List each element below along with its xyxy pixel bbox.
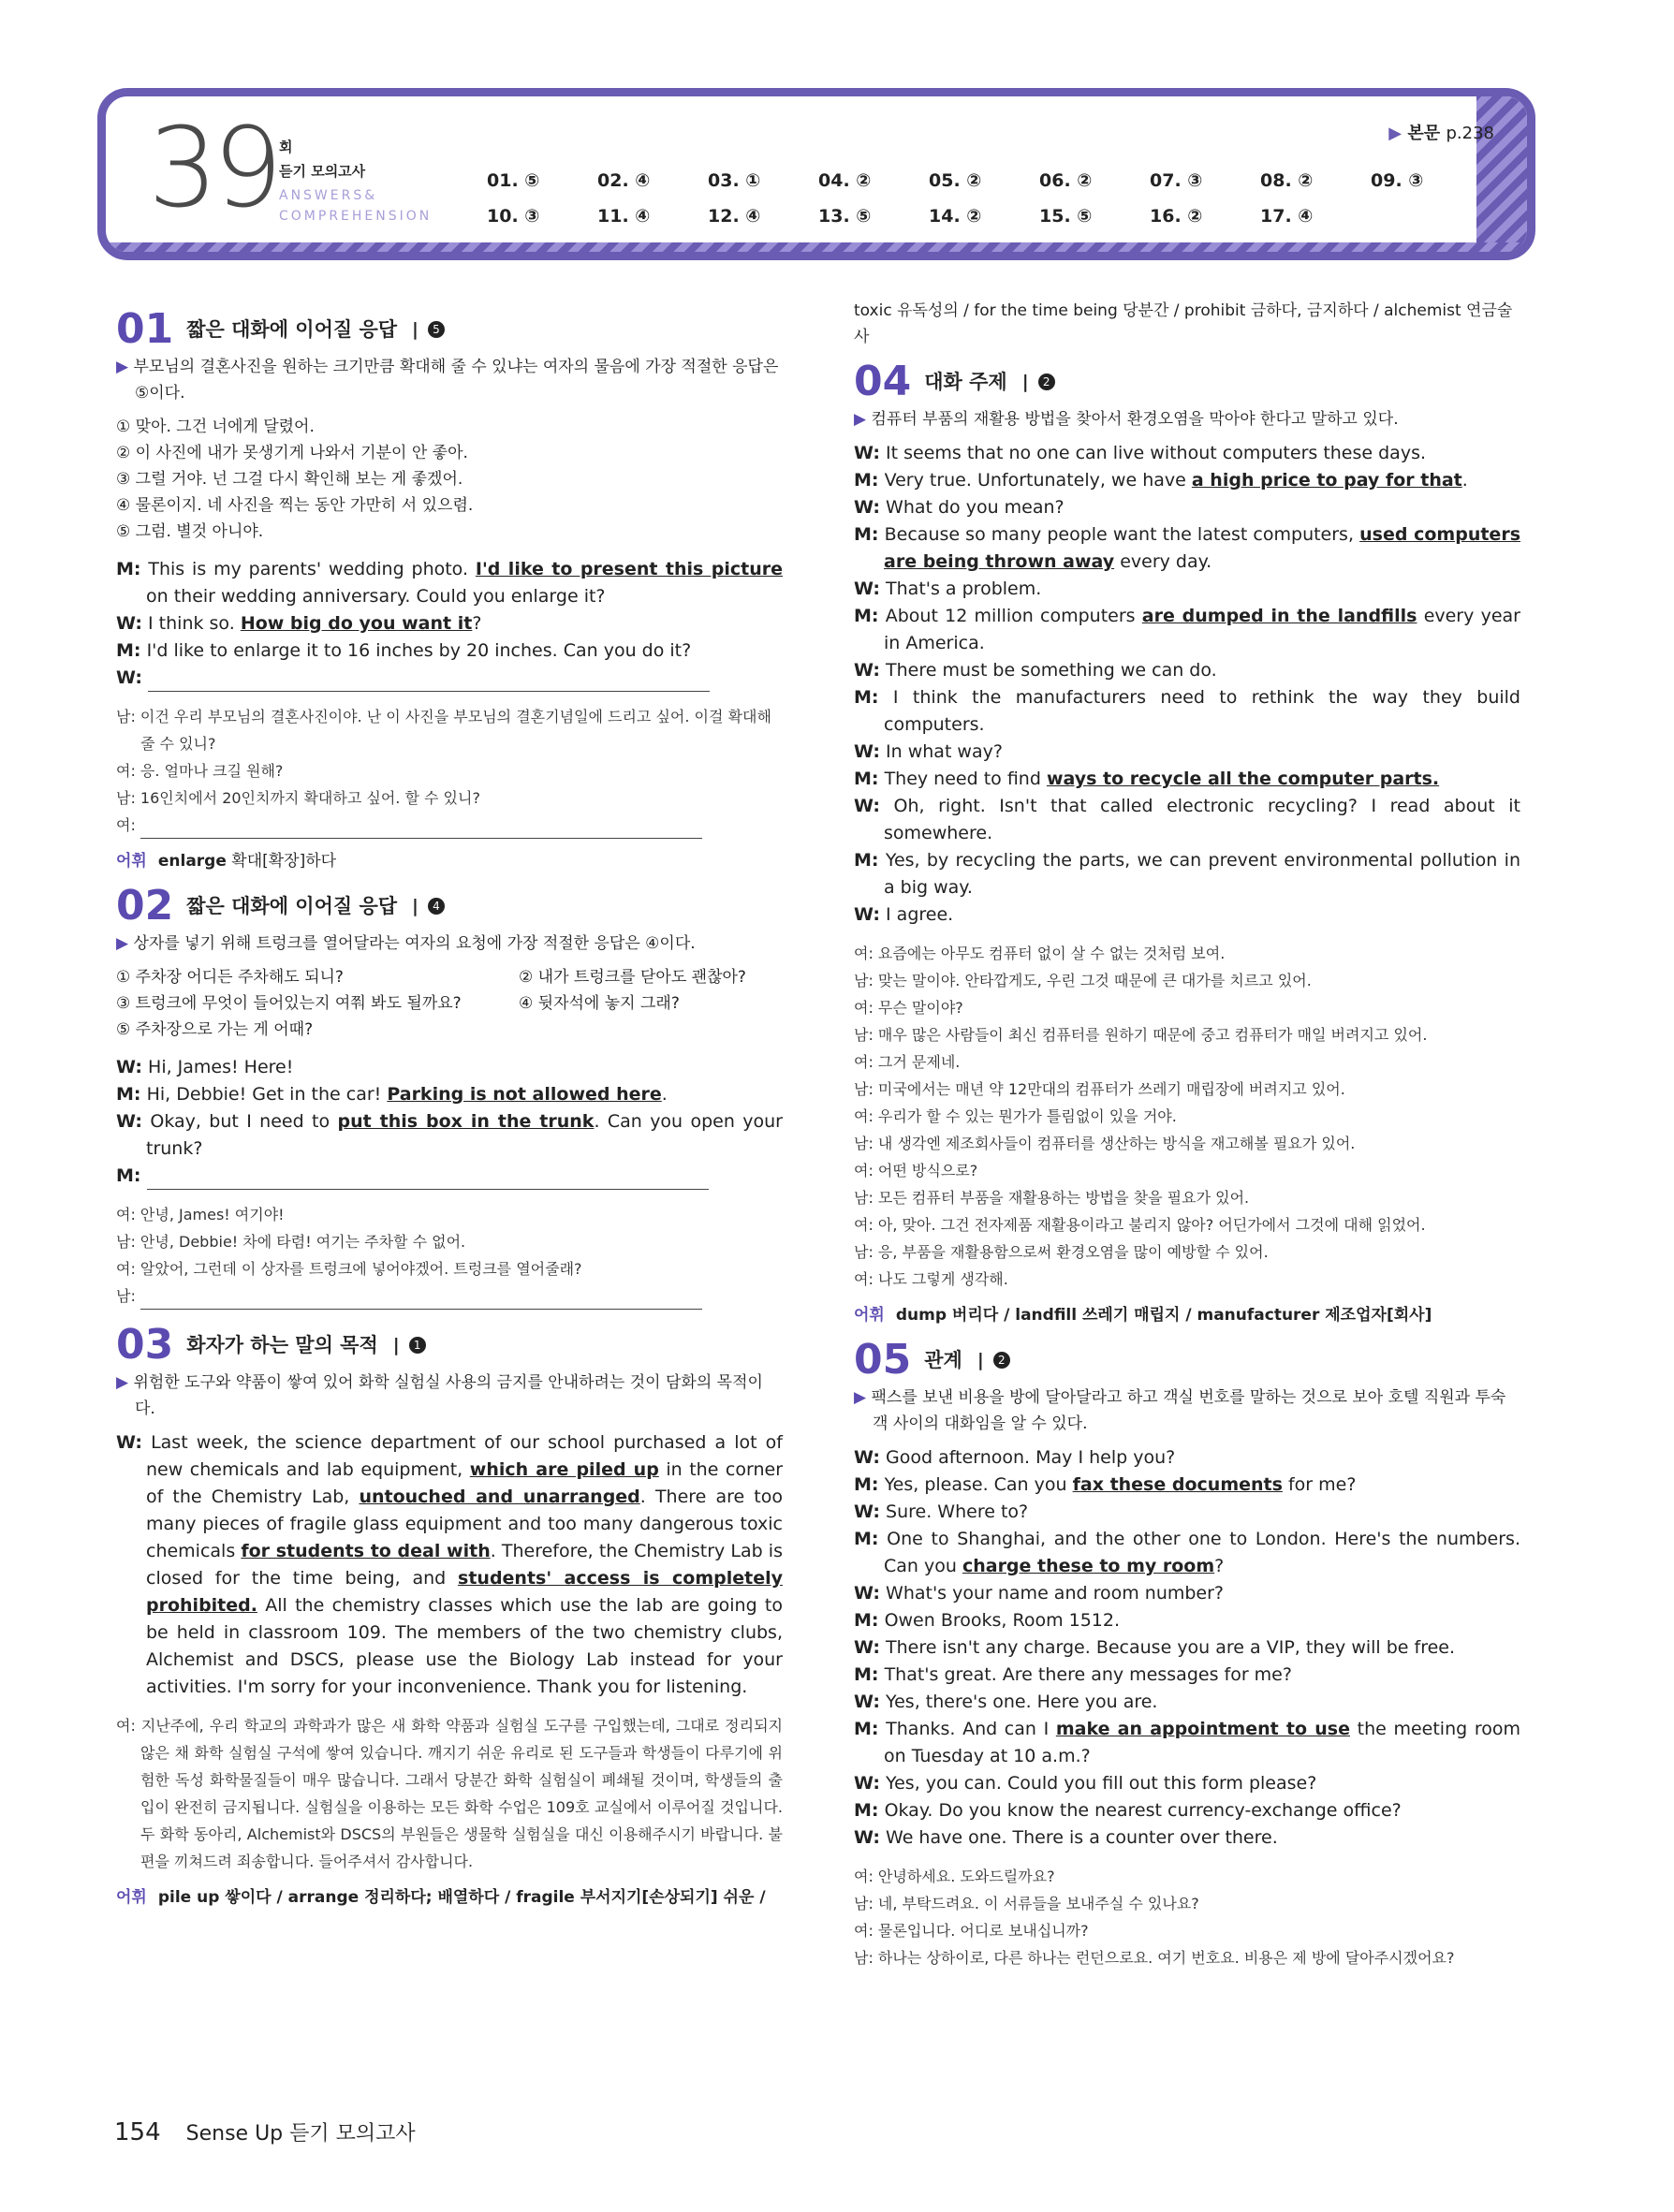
answer: 13. ⑤: [818, 206, 872, 227]
dialogue-line: M: This is my parents' wedding photo. I'd like to present this picture on their wedding anniversary. Could you enlarge it?: [116, 559, 784, 607]
translation-line: 남: 맞는 말이야. 안타깝게도, 우린 그것 때문에 큰 대가를 치르고 있어.: [854, 972, 1312, 989]
translation-line: 남: 하나는 상하이로, 다른 하나는 런던으로요. 여기 번호요. 비용은 제 방에 달아주시겠어요?: [854, 1949, 1455, 1967]
section-02-header: 02 짧은 대화에 이어질 응답 | 4: [116, 886, 783, 927]
answer-badge: 1: [409, 1337, 426, 1354]
triangle-icon: ▶: [116, 934, 134, 953]
translation-line: 여: 아, 맞아. 그건 전자제품 재활용이라고 불리지 않아? 어딘가에서 그것에 대해 읽었어.: [854, 1216, 1426, 1234]
section-01-header: 01 짧은 대화에 이어질 응답 | 5: [116, 309, 783, 350]
test-number: 39: [148, 103, 278, 232]
eng-label-2: COMPREHENSION: [279, 209, 433, 224]
options-grid: [116, 964, 783, 1017]
translation-line: 여: 나도 그렇게 생각해.: [854, 1270, 1008, 1288]
translation-line: 남: 안녕, Debbie! 차에 타렴! 여기는 주차할 수 없어.: [116, 1233, 466, 1251]
dialogue-line: W: It seems that no one can live without computers these days.: [854, 443, 1427, 463]
dialogue-line: W: I think so. How big do you want it?: [116, 613, 482, 634]
option: ① 주차장 어디든 주차해도 되니?: [116, 968, 344, 987]
play-arrow-icon: ▶: [1388, 124, 1402, 143]
translation-line: 남: 미국에서는 매년 약 12만대의 컴퓨터가 쓰레기 매립장에 버려지고 있어.: [854, 1080, 1345, 1098]
answer-blank: [140, 819, 702, 839]
dialogue-line: M: About 12 million computers are dumped in the landfills every year in America.: [854, 606, 1520, 653]
section-title: 관계: [924, 1348, 962, 1371]
option: ② 내가 트렁크를 닫아도 괜찮아?: [519, 968, 746, 987]
dialogue-line: M: Thanks. And can I make an appointment to use the meeting room on Tuesday at 10 a.m.?: [854, 1719, 1520, 1766]
dialogue-line: W: What do you mean?: [854, 497, 1065, 518]
option: ④ 물론이지. 네 사진을 찍는 동안 가만히 서 있으렴.: [116, 496, 474, 515]
answer: 05. ②: [929, 170, 982, 191]
translation-line: 여: 안녕하세요. 도와드릴까요?: [854, 1868, 1055, 1885]
dialogue-line: W: What's your name and room number?: [854, 1583, 1225, 1604]
header-stripe-decoration: [1476, 91, 1533, 260]
answer: 12. ④: [708, 206, 761, 227]
triangle-icon: ▶: [116, 358, 134, 376]
translation-line: 남:: [116, 1282, 783, 1310]
dialogue-line: W: Sure. Where to?: [854, 1502, 1029, 1522]
dialogue-line: M: Hi, Debbie! Get in the car! Parking is not allowed here.: [116, 1084, 668, 1105]
answer: 03. ①: [708, 170, 761, 191]
dialogue-line: W: We have one. There is a counter over there.: [854, 1827, 1278, 1848]
option: ③ 그럴 거야. 넌 그걸 다시 확인해 보는 게 좋겠어.: [116, 470, 463, 489]
dialogue-line: M: Because so many people want the latest computers, used computers are being thrown away every day.: [854, 524, 1520, 572]
section-number: 03: [116, 1321, 174, 1369]
answer: 11. ④: [597, 206, 651, 227]
vocabulary: 어휘 dump 버리다 / landfill 쓰레기 매립지 / manufacturer 제조업자[회사]: [854, 1306, 1432, 1325]
translation-line: 남: 내 생각엔 제조회사들이 컴퓨터를 생산하는 방식을 재고해볼 필요가 있어.: [854, 1135, 1356, 1152]
page-number: 154: [114, 2118, 161, 2146]
vocabulary: 어휘 enlarge 확대[확장]하다: [116, 852, 337, 871]
eng-label-1: ANSWERS&: [279, 188, 378, 203]
option: ④ 뒷자석에 놓지 그래?: [519, 994, 680, 1013]
dialogue-line: W: Good afternoon. May I help you?: [854, 1447, 1176, 1468]
answer-blank: [148, 672, 710, 692]
dialogue-line: M: Okay. Do you know the nearest currency-exchange office?: [854, 1800, 1402, 1821]
option: ② 이 사진에 내가 못생기게 나와서 기분이 안 좋아.: [116, 444, 468, 462]
translation-line: 남: 응, 부품을 재활용함으로써 환경오염을 많이 예방할 수 있어.: [854, 1243, 1269, 1261]
answer: 10. ③: [487, 206, 540, 227]
answer-badge: 2: [993, 1352, 1010, 1369]
option: ① 맞아. 그건 너에게 달렸어.: [116, 417, 315, 436]
book-title: Sense Up 듣기 모의고사: [185, 2122, 416, 2146]
answer: 09. ③: [1371, 170, 1424, 191]
triangle-icon: ▶: [854, 410, 872, 429]
translation-line: 남: 네, 부탁드려요. 이 서류들을 보내주실 수 있나요?: [854, 1895, 1199, 1912]
answer: 04. ②: [818, 170, 872, 191]
translation-line: 여: 요즘에는 아무도 컴퓨터 없이 살 수 없는 것처럼 보여.: [854, 945, 1226, 962]
dialogue-line: M: They need to find ways to recycle all the computer parts.: [854, 769, 1440, 789]
answer-blank: [140, 1290, 702, 1310]
answer: 14. ②: [929, 206, 982, 227]
dialogue: [854, 1444, 1520, 1852]
vocabulary-continued: toxic 유독성의 / for the time being 당분간 / prohibit 금하다, 금지하다 / alchemist 연금술사: [854, 301, 1513, 346]
explanation: ▶ 위험한 도구와 약품이 쌓여 있어 화학 실험실 사용의 금지를 안내하려는 것이 담화의 목적이다.: [116, 1373, 763, 1418]
dialogue-line: W: Okay, but I need to put this box in the trunk. Can you open your trunk?: [116, 1111, 783, 1159]
monologue: W: Last week, the science department of our school purchased a lot of new chemicals and lab equipment, which are piled up in the corner of the Chemistry Lab, untouched and unarranged. There are too many pieces of fragile glass equipment and too many dangerous toxic chemicals for students to deal with. Therefore, the Chemistry Lab is closed for the time being, and students' access is completely prohibited. All the chemistry classes which use the lab are going to be held in classroom 109. The members of the two chemistry clubs, Alchemist and DSCS, please use the Biology Lab instead for your activities. I'm sorry for your inconvenience. Thank you for listening.: [116, 1432, 784, 1697]
dialogue-blank: M:: [116, 1163, 783, 1190]
translation-line: 남: 모든 컴퓨터 부품을 재활용하는 방법을 찾을 필요가 있어.: [854, 1189, 1250, 1207]
triangle-icon: ▶: [854, 1388, 872, 1407]
dialogue-line: M: I'd like to enlarge it to 16 inches by 20 inches. Can you do it?: [116, 640, 692, 661]
section-number: 02: [116, 882, 174, 930]
dialogue-line: W: That's a problem.: [854, 579, 1042, 599]
section-title: 대화 주제: [924, 370, 1007, 393]
left-column: [116, 305, 783, 1922]
dialogue-line: M: Very true. Unfortunately, we have a high price to pay for that.: [854, 470, 1468, 491]
section-title: 짧은 대화에 이어질 응답: [186, 894, 398, 917]
dialogue-line: M: One to Shanghai, and the other one to London. Here's the numbers. Can you charge these to my room?: [854, 1529, 1520, 1576]
answer-badge: 4: [428, 898, 445, 915]
dialogue-line: M: Yes, please. Can you fax these documents for me?: [854, 1474, 1357, 1495]
translation-line: 여: 안녕, James! 여기야!: [116, 1206, 285, 1223]
translation-paragraph: 여: 지난주에, 우리 학교의 과학과가 많은 새 화학 약품과 실험실 도구를 구입했는데, 그대로 정리되지 않은 채 화학 실험실 구석에 쌓여 있습니다. 깨지기 쉬운 유리로 된 도구들과 학생들이 다루기에 위험한 독성 화학물질들이 매우 많습니다. 그래서 당분간 화학 실험실이 폐쇄될 것이며, 학생들의 출입이 완전히 금지됩니다. 실험실을 이용하는 모든 화학 수업은 109호 교실에서 이루어질 것입니다. 두 화학 동아리, Alchemist와 DSCS의 부원들은 생물학 실험실을 대신 이용해주시기 바랍니다. 불편을 끼쳐드려 죄송합니다. 들어주셔서 감사합니다.: [116, 1717, 783, 1870]
dialogue-line: M: I think the manufacturers need to rethink the way they build computers.: [854, 687, 1520, 735]
translation-line: 여: 우리가 할 수 있는 뭔가가 틀림없이 있을 거야.: [854, 1107, 1177, 1125]
translation-line: 여: 물론입니다. 어디로 보내십니까?: [854, 1922, 1089, 1940]
dialogue-line: M: Yes, by recycling the parts, we can prevent environmental pollution in a big way.: [854, 850, 1521, 898]
translation-line: 여:: [116, 812, 783, 839]
dialogue-line: M: That's great. Are there any messages for me?: [854, 1664, 1292, 1685]
answer: 16. ②: [1150, 206, 1203, 227]
dialogue: [854, 440, 1520, 929]
answer: 15. ⑤: [1039, 206, 1093, 227]
dialogue-line: W: Yes, you can. Could you fill out this form please?: [854, 1773, 1317, 1794]
answer: 06. ②: [1039, 170, 1093, 191]
translation-line: 남: 16인치에서 20인치까지 확대하고 싶어. 할 수 있니?: [116, 789, 480, 807]
dialogue-line: W: There must be something we can do.: [854, 660, 1217, 681]
translation: [854, 1863, 1520, 1971]
answer-badge: 5: [428, 321, 445, 338]
section-03-header: 03 화자가 하는 말의 목적 | 1: [116, 1325, 783, 1366]
section-number: 05: [854, 1336, 912, 1384]
dialogue-line: W: There isn't any charge. Because you are a VIP, they will be free.: [854, 1637, 1456, 1658]
section-04-header: 04 대화 주제 | 2: [854, 361, 1520, 403]
translation-line: 여: 무슨 말이야?: [854, 999, 963, 1017]
dialogue-line: W: Hi, James! Here!: [116, 1057, 294, 1077]
dialogue-line: M: Owen Brooks, Room 1512.: [854, 1610, 1121, 1631]
answers-comprehension-label: [279, 185, 432, 227]
triangle-icon: ▶: [116, 1373, 134, 1392]
answer: 08. ②: [1260, 170, 1314, 191]
section-number: 04: [854, 358, 912, 405]
dialogue-line: W: In what way?: [854, 741, 1003, 762]
answer: 07. ③: [1150, 170, 1203, 191]
page-reference: [1388, 120, 1494, 144]
ref-prefix: 본문: [1407, 124, 1441, 143]
dialogue-line: W: Yes, there's one. Here you are.: [854, 1692, 1158, 1712]
section-05-header: 05 관계 | 2: [854, 1340, 1520, 1381]
translation-line: 여: 그거 문제네.: [854, 1053, 961, 1071]
explanation: ▶ 컴퓨터 부품의 재활용 방법을 찾아서 환경오염을 막아야 한다고 말하고 있다.: [854, 410, 1399, 429]
test-hoe: 회: [279, 139, 293, 155]
test-subtitle: 듣기 모의고사: [279, 163, 366, 180]
section-title: 화자가 하는 말의 목적: [186, 1333, 378, 1356]
option: ③ 트렁크에 무엇이 들어있는지 여쭤 봐도 될까요?: [116, 994, 462, 1013]
answer-badge: 2: [1038, 374, 1055, 390]
explanation: ▶ 팩스를 보낸 비용을 방에 달아달라고 하고 객실 번호를 말하는 것으로 보아 호텔 직원과 투숙객 사이의 대화임을 알 수 있다.: [854, 1388, 1506, 1433]
translation-line: 여: 응. 얼마나 크길 원해?: [116, 762, 284, 780]
translation-line: 여: 어떤 방식으로?: [854, 1162, 978, 1179]
section-number: 01: [116, 305, 174, 353]
translation: [854, 940, 1520, 1293]
explanation: ▶ 상자를 넣기 위해 트렁크를 열어달라는 여자의 요청에 가장 적절한 응답은 ④이다.: [116, 934, 696, 953]
ref-page: p.238: [1446, 124, 1494, 143]
answer: 02. ④: [597, 170, 651, 191]
dialogue-line: W: I agree.: [854, 904, 954, 925]
section-title: 짧은 대화에 이어질 응답: [186, 317, 398, 341]
answer: 01. ⑤: [487, 170, 540, 191]
dialogue-blank: W:: [116, 665, 783, 692]
page-footer: [114, 2117, 416, 2146]
translation-line: 여: 알았어, 그런데 이 상자를 트렁크에 넣어야겠어. 트렁크를 열어줄래?: [116, 1260, 582, 1278]
translation-line: 남: 매우 많은 사람들이 최신 컴퓨터를 원하기 때문에 중고 컴퓨터가 매일 버려지고 있어.: [854, 1026, 1428, 1044]
header-stripe-decoration: [100, 242, 1535, 257]
translation-line: 남: 이건 우리 부모님의 결혼사진이야. 난 이 사진을 부모님의 결혼기념일에 드리고 싶어. 이걸 확대해줄 수 있니?: [116, 708, 771, 753]
answer: 17. ④: [1260, 206, 1314, 227]
option: ⑤ 그럼. 별것 아니야.: [116, 522, 264, 541]
option: ⑤ 주차장으로 가는 게 어때?: [116, 1020, 314, 1039]
vocabulary: 어휘 pile up 쌓이다 / arrange 정리하다; 배열하다 / fragile 부서지기[손상되기] 쉬운 /: [116, 1888, 766, 1907]
explanation: ▶ 부모님의 결혼사진을 원하는 크기만큼 확대해 줄 수 있냐는 여자의 물음에 가장 적절한 응답은 ⑤이다.: [116, 358, 779, 403]
answer-blank: [147, 1170, 709, 1190]
right-column: [854, 298, 1520, 1971]
dialogue-line: W: Oh, right. Isn't that called electronic recycling? I read about it somewhere.: [854, 796, 1520, 843]
